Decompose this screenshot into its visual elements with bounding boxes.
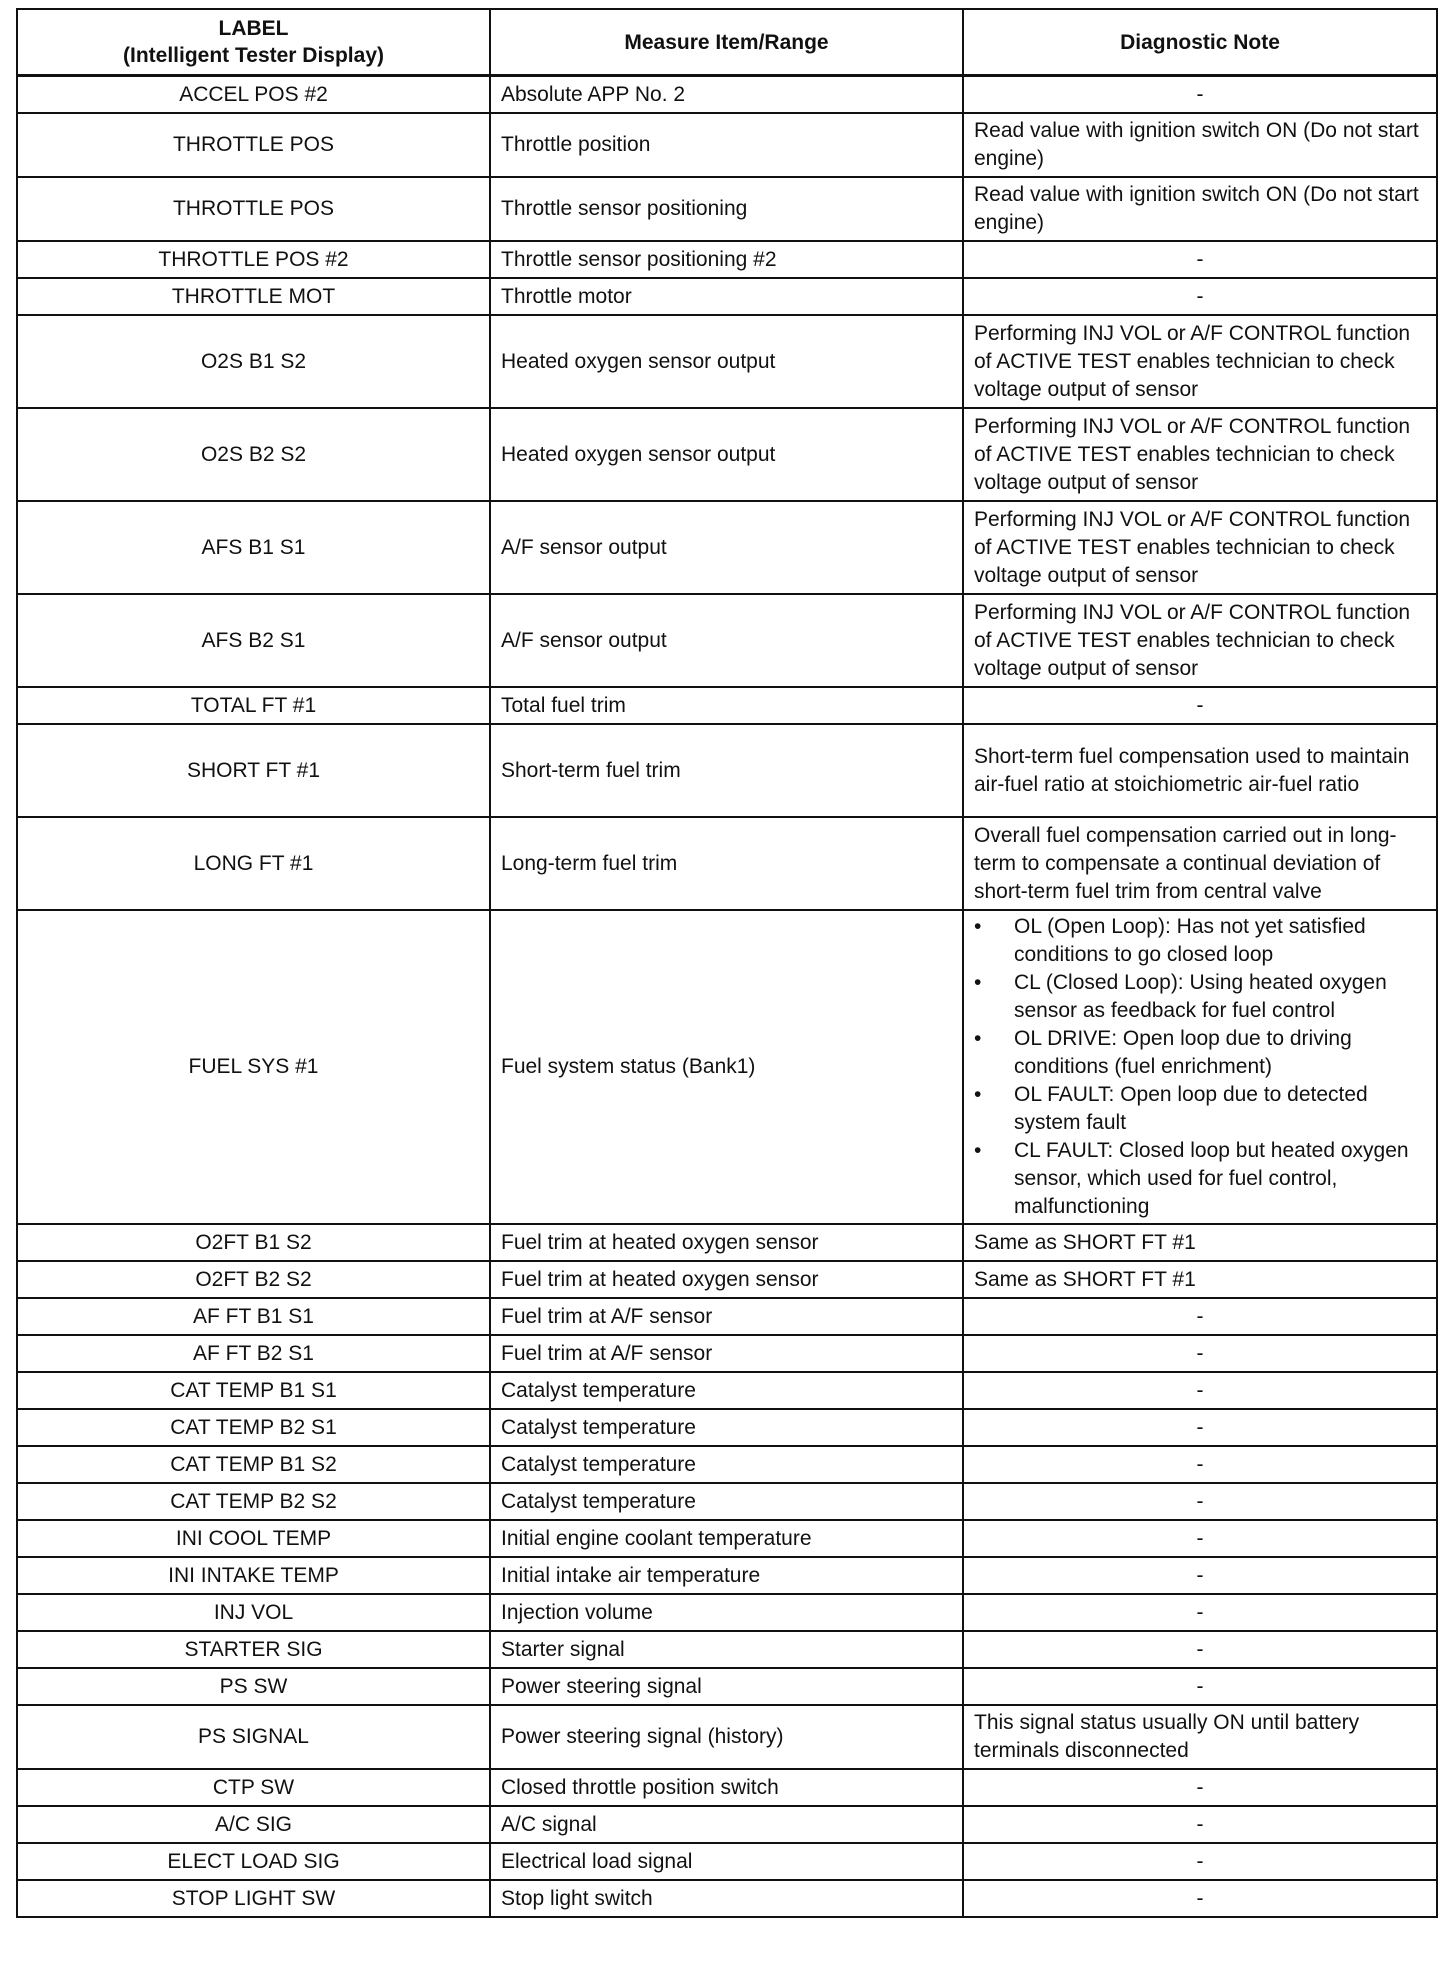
table-row [17,1631,1437,1668]
table-row [17,1409,1437,1446]
measure-cell: Closed throttle position switch [490,1769,963,1806]
measure-cell: Catalyst temperature [490,1409,963,1446]
table-row [17,1520,1437,1557]
measure-cell: Short-term fuel trim [490,724,963,817]
measure-cell: Fuel trim at A/F sensor [490,1335,963,1372]
note-cell: - [963,1880,1437,1917]
header-note: Diagnostic Note [963,9,1437,76]
note-cell: - [963,1298,1437,1335]
diagnostic-data-sheet [16,8,1436,1918]
table-row [17,1705,1437,1769]
table-row [17,1806,1437,1843]
measure-cell: Total fuel trim [490,687,963,724]
table-row [17,241,1437,278]
table-row [17,408,1437,501]
table-row [17,1557,1437,1594]
bullet-icon: • [974,1083,982,1106]
measure-cell: Throttle sensor positioning #2 [490,241,963,278]
list-item-text: CL (Closed Loop): Using heated oxygen sensor as feedback for fuel control [1014,971,1387,1022]
note-cell: Performing INJ VOL or A/F CONTROL function of ACTIVE TEST enables technician to check voltage output of sensor [963,594,1437,687]
table-row [17,76,1437,114]
label-cell: AF FT B1 S1 [17,1298,490,1335]
measure-cell: Catalyst temperature [490,1372,963,1409]
note-cell: - [963,1668,1437,1705]
table-row [17,1335,1437,1372]
note-cell: Performing INJ VOL or A/F CONTROL function of ACTIVE TEST enables technician to check voltage output of sensor [963,501,1437,594]
table-header [17,9,1437,76]
header-label [17,9,490,76]
table-row [17,1298,1437,1335]
table-row [17,501,1437,594]
label-cell: O2FT B1 S2 [17,1224,490,1261]
list-item [974,969,1426,1025]
list-item-text: CL FAULT: Closed loop but heated oxygen sensor, which used for fuel control, malfunctioning [1014,1139,1409,1218]
list-item-text: OL DRIVE: Open loop due to driving conditions (fuel enrichment) [1014,1027,1352,1078]
measure-cell: Initial engine coolant temperature [490,1520,963,1557]
note-cell: Short-term fuel compensation used to maintain air-fuel ratio at stoichiometric air-fuel ratio [963,724,1437,817]
measure-cell: Throttle sensor positioning [490,177,963,241]
bullet-icon: • [974,915,982,938]
note-cell: - [963,1446,1437,1483]
measure-cell: Fuel trim at A/F sensor [490,1298,963,1335]
bullet-icon: • [974,1139,982,1162]
table-row [17,1261,1437,1298]
label-cell: A/C SIG [17,1806,490,1843]
label-cell: THROTTLE MOT [17,278,490,315]
measure-cell: Long-term fuel trim [490,817,963,910]
table-row [17,1843,1437,1880]
table-row [17,594,1437,687]
label-cell: ELECT LOAD SIG [17,1843,490,1880]
note-cell: Read value with ignition switch ON (Do not start engine) [963,177,1437,241]
note-cell: Same as SHORT FT #1 [963,1224,1437,1261]
label-cell: THROTTLE POS #2 [17,241,490,278]
note-cell: Same as SHORT FT #1 [963,1261,1437,1298]
table-body [17,76,1437,1918]
table-row [17,724,1437,817]
measure-cell: Fuel trim at heated oxygen sensor [490,1261,963,1298]
label-cell: CAT TEMP B2 S2 [17,1483,490,1520]
note-cell: - [963,1557,1437,1594]
note-cell: - [963,687,1437,724]
label-cell: LONG FT #1 [17,817,490,910]
table-row [17,1446,1437,1483]
label-cell: PS SIGNAL [17,1705,490,1769]
table-row [17,278,1437,315]
note-cell: This signal status usually ON until battery terminals disconnected [963,1705,1437,1769]
label-cell: STOP LIGHT SW [17,1880,490,1917]
bullet-icon: • [974,1027,982,1050]
table-row [17,817,1437,910]
label-cell: AF FT B2 S1 [17,1335,490,1372]
table-row [17,1594,1437,1631]
table-row [17,1372,1437,1409]
table-row [17,687,1437,724]
label-cell: INJ VOL [17,1594,490,1631]
label-cell: TOTAL FT #1 [17,687,490,724]
label-cell: SHORT FT #1 [17,724,490,817]
table-row [17,315,1437,408]
label-cell: THROTTLE POS [17,177,490,241]
measure-cell: Power steering signal (history) [490,1705,963,1769]
label-cell: CAT TEMP B2 S1 [17,1409,490,1446]
list-item [974,913,1426,969]
label-cell: FUEL SYS #1 [17,910,490,1224]
list-item [974,1137,1426,1221]
note-cell: - [963,1372,1437,1409]
measure-cell: Starter signal [490,1631,963,1668]
note-cell: - [963,1843,1437,1880]
table-row [17,1668,1437,1705]
measure-cell: Electrical load signal [490,1843,963,1880]
label-cell: CAT TEMP B1 S1 [17,1372,490,1409]
label-cell: O2S B1 S2 [17,315,490,408]
note-cell: - [963,76,1437,114]
note-cell: Read value with ignition switch ON (Do not start engine) [963,113,1437,177]
table-row [17,1880,1437,1917]
label-cell: CTP SW [17,1769,490,1806]
note-cell: - [963,1594,1437,1631]
list-item-text: OL (Open Loop): Has not yet satisfied conditions to go closed loop [1014,915,1366,966]
fuel-status-list [974,913,1426,1221]
measure-cell: Catalyst temperature [490,1483,963,1520]
label-cell: INI COOL TEMP [17,1520,490,1557]
measure-cell: Stop light switch [490,1880,963,1917]
table-row [17,1483,1437,1520]
note-cell: Performing INJ VOL or A/F CONTROL function of ACTIVE TEST enables technician to check voltage output of sensor [963,315,1437,408]
measure-cell: A/C signal [490,1806,963,1843]
measure-cell: Initial intake air temperature [490,1557,963,1594]
label-cell: INI INTAKE TEMP [17,1557,490,1594]
measure-cell: Absolute APP No. 2 [490,76,963,114]
table-row [17,910,1437,1224]
list-item [974,1025,1426,1081]
measure-cell: Injection volume [490,1594,963,1631]
list-item-text: OL FAULT: Open loop due to detected system fault [1014,1083,1368,1134]
note-cell: - [963,1520,1437,1557]
note-cell: - [963,1769,1437,1806]
label-cell: THROTTLE POS [17,113,490,177]
measure-cell: Fuel system status (Bank1) [490,910,963,1224]
table-row [17,113,1437,177]
data-list-table [16,8,1438,1918]
measure-cell: Heated oxygen sensor output [490,408,963,501]
label-cell: STARTER SIG [17,1631,490,1668]
measure-cell: A/F sensor output [490,501,963,594]
note-cell: - [963,1409,1437,1446]
note-cell: - [963,278,1437,315]
bullet-icon: • [974,971,982,994]
measure-cell: Throttle position [490,113,963,177]
table-row [17,1769,1437,1806]
measure-cell: Throttle motor [490,278,963,315]
label-cell: PS SW [17,1668,490,1705]
label-cell: CAT TEMP B1 S2 [17,1446,490,1483]
label-cell: O2S B2 S2 [17,408,490,501]
table-row [17,1224,1437,1261]
measure-cell: A/F sensor output [490,594,963,687]
measure-cell: Catalyst temperature [490,1446,963,1483]
header-row [17,9,1437,76]
measure-cell: Heated oxygen sensor output [490,315,963,408]
note-cell: - [963,1335,1437,1372]
measure-cell: Power steering signal [490,1668,963,1705]
note-cell [963,910,1437,1224]
label-cell: AFS B1 S1 [17,501,490,594]
header-label-line1: LABEL [218,17,289,40]
note-cell: Performing INJ VOL or A/F CONTROL function of ACTIVE TEST enables technician to check voltage output of sensor [963,408,1437,501]
table-row [17,177,1437,241]
header-label-line2: (Intelligent Tester Display) [123,44,384,67]
note-cell: Overall fuel compensation carried out in long-term to compensate a continual deviation of short-term fuel trim from central valve [963,817,1437,910]
label-cell: O2FT B2 S2 [17,1261,490,1298]
note-cell: - [963,1483,1437,1520]
note-cell: - [963,241,1437,278]
note-cell: - [963,1631,1437,1668]
header-measure: Measure Item/Range [490,9,963,76]
label-cell: ACCEL POS #2 [17,76,490,114]
measure-cell: Fuel trim at heated oxygen sensor [490,1224,963,1261]
list-item [974,1081,1426,1137]
note-cell: - [963,1806,1437,1843]
label-cell: AFS B2 S1 [17,594,490,687]
